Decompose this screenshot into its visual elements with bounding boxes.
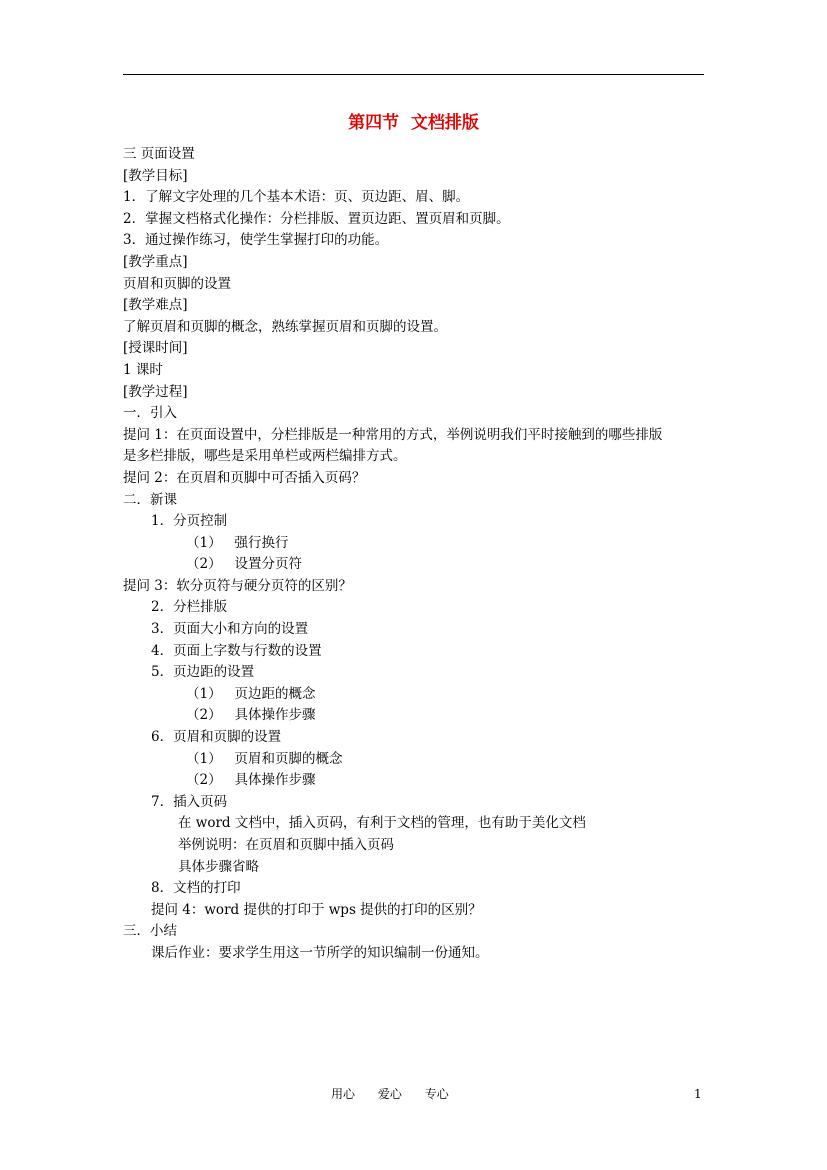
page-footer xyxy=(0,1086,827,1102)
text-line: 8．文档的打印 xyxy=(151,880,241,897)
text-line: 页眉和页脚的设置 xyxy=(123,275,231,292)
text-line: [教学难点] xyxy=(123,297,188,314)
text-line: 1．分页控制 xyxy=(151,513,228,530)
text-line: 二．新课 xyxy=(123,491,177,508)
text-line: （1） 强行换行 xyxy=(186,534,289,551)
text-line: 课后作业：要求学生用这一节所学的知识编制一份通知。 xyxy=(151,944,489,961)
footer-motto: 用心 爱心 专心 xyxy=(331,1087,449,1101)
text-line: （2） 设置分页符 xyxy=(186,556,302,573)
text-line: 提问 2：在页眉和页脚中可否插入页码？ xyxy=(123,469,366,486)
text-line: 提问 1：在页面设置中，分栏排版是一种常用的方式，举例说明我们平时接触到的哪些排版 xyxy=(123,426,663,443)
text-line: 三．小结 xyxy=(123,923,177,940)
header-rule xyxy=(123,74,704,75)
text-line: 提问 3：软分页符与硬分页符的区别？ xyxy=(123,577,352,594)
text-line: [教学目标] xyxy=(123,167,188,184)
text-line: 1 课时 xyxy=(123,361,163,378)
text-line: 2．分栏排版 xyxy=(151,599,228,616)
text-line: 是多栏排版，哪些是采用单栏或两栏编排方式。 xyxy=(123,448,407,465)
text-line: 具体步骤省略 xyxy=(178,858,259,875)
text-line: 提问 4：word 提供的打印于 wps 提供的打印的区别？ xyxy=(151,901,482,918)
text-line: （1） 页眉和页脚的概念 xyxy=(186,750,343,767)
text-line: 2．掌握文档格式化操作：分栏排版、置页边距、置页眉和页脚。 xyxy=(123,210,510,227)
text-line: （2） 具体操作步骤 xyxy=(186,772,316,789)
text-line: 一．引入 xyxy=(123,405,177,422)
text-line: 3．通过操作练习，使学生掌握打印的功能。 xyxy=(123,232,389,249)
text-line: [授课时间] xyxy=(123,340,188,357)
text-line: 在 word 文档中，插入页码，有利于文档的管理，也有助于美化文档 xyxy=(178,815,586,832)
text-line: （1） 页边距的概念 xyxy=(186,685,316,702)
document-body xyxy=(123,144,723,965)
text-line: （2） 具体操作步骤 xyxy=(186,707,316,724)
text-line: 5．页边距的设置 xyxy=(151,664,255,681)
text-line: 4．页面上字数与行数的设置 xyxy=(151,642,322,659)
text-line: 7．插入页码 xyxy=(151,793,228,810)
page-number: 1 xyxy=(694,1087,702,1101)
text-line: [教学重点] xyxy=(123,253,188,270)
text-line: 1．了解文字处理的几个基本术语：页、页边距、眉、脚。 xyxy=(123,189,470,206)
text-line: 三 页面设置 xyxy=(123,146,195,162)
text-line: 举例说明：在页眉和页脚中插入页码 xyxy=(178,837,394,853)
text-line: 了解页眉和页脚的概念，熟练掌握页眉和页脚的设置。 xyxy=(123,318,447,335)
text-line: 6．页眉和页脚的设置 xyxy=(151,729,282,746)
text-line: [教学过程] xyxy=(123,383,188,400)
text-line: 3．页面大小和方向的设置 xyxy=(151,621,309,638)
document-title: 第四节 文档排版 xyxy=(348,113,479,133)
